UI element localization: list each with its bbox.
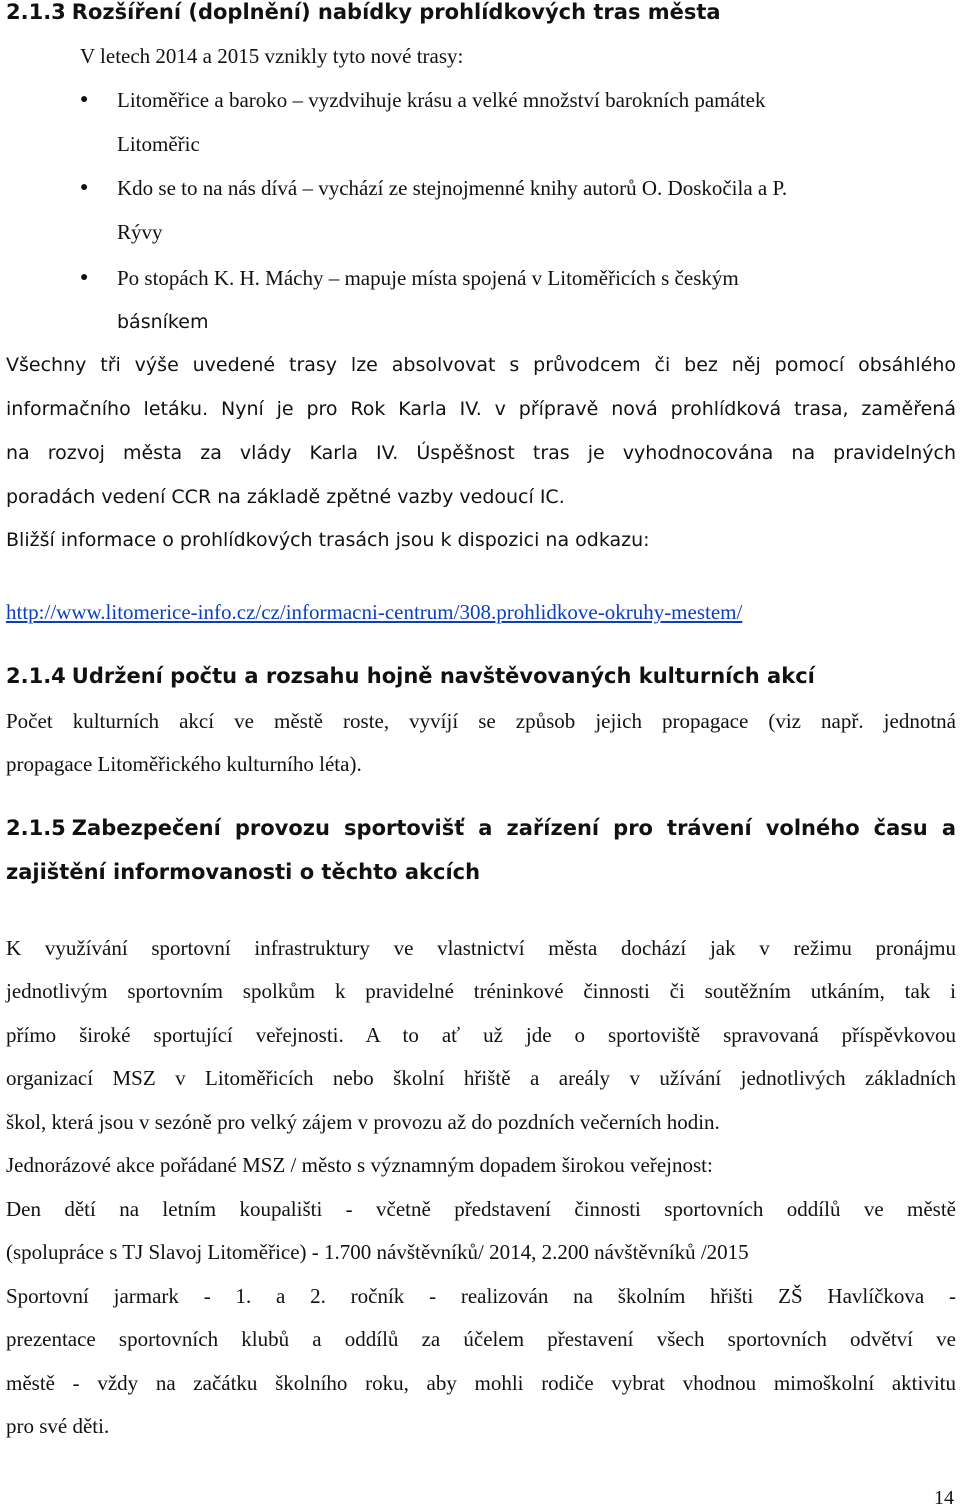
paragraph-line: propagace Litoměřického kulturního léta). [6, 752, 362, 776]
paragraph-line: (spolupráce s TJ Slavoj Litoměřice) - 1.700 návštěvníků/ 2014, 2.200 návštěvníků /2015 [6, 1240, 749, 1264]
paragraph-line: prezentace sportovních klubů a oddílů za účelem přestavení všech sportovních odvětví ve [6, 1327, 956, 1351]
section-heading-2-1-4 [6, 664, 815, 688]
section-title: Rozšíření (doplnění) nabídky prohlídkových tras města [71, 0, 721, 24]
info-text: Bližší informace o prohlídkových trasách jsou k dispozici na odkazu: [6, 529, 650, 551]
paragraph-line: škol, která jsou v sezóně pro velký zájem v provozu až do pozdních večerních hodin. [6, 1110, 720, 1134]
paragraph-line: pro své děti. [6, 1414, 110, 1438]
bullet-icon: ● [80, 180, 89, 195]
paragraph-line: organizací MSZ v Litoměřicích nebo školní hřiště a areály v užívání jednotlivých základních [6, 1066, 956, 1090]
paragraph-line: Sportovní jarmark - 1. a 2. ročník - realizován na školním hřišti ZŠ Havlíčkova - [6, 1284, 956, 1308]
section-number: 2.1.3 [6, 0, 66, 24]
intro-text: V letech 2014 a 2015 vznikly tyto nové trasy: [80, 44, 464, 68]
paragraph-line: informačního letáku. Nyní je pro Rok Karla IV. v přípravě nová prohlídková trasa, zaměřená [6, 398, 956, 420]
section-number: 2.1.5 [6, 816, 66, 840]
events-intro: Jednorázové akce pořádané MSZ / město s významným dopadem širokou veřejnost: [6, 1153, 713, 1177]
paragraph-line: poradách vedení CCR na základě zpětné vazby vedoucí IC. [6, 486, 565, 508]
section-number: 2.1.4 [6, 664, 66, 688]
paragraph-line: K využívání sportovní infrastruktury ve vlastnictví města dochází jak v režimu pronájmu [6, 936, 956, 960]
paragraph-line: Počet kulturních akcí ve městě roste, vyvíjí se způsob jejich propagace (viz např. jednotná [6, 709, 956, 733]
paragraph-line: přímo široké sportující veřejnosti. A to ať už jde o sportoviště spravovaná příspěvkovou [6, 1023, 956, 1047]
info-link[interactable]: http://www.litomerice-info.cz/cz/informacni-centrum/308.prohlidkove-okruhy-mestem/ [6, 600, 743, 624]
list-item: Litoměřice a baroko – vyzdvihuje krásu a velké množství barokních památek [117, 88, 766, 112]
list-item-continuation: básníkem [117, 311, 209, 333]
list-item-continuation: Rývy [117, 220, 163, 244]
paragraph-line: městě - vždy na začátku školního roku, aby mohli rodiče vybrat vhodnou mimoškolní aktivitu [6, 1371, 956, 1395]
bullet-icon: ● [80, 92, 89, 107]
section-title: Zabezpečení provozu sportovišť a zařízení pro trávení volného času a [71, 816, 956, 840]
list-item: Kdo se to na nás dívá – vychází ze stejnojmenné knihy autorů O. Doskočila a P. [117, 176, 788, 200]
section-title-continuation: zajištění informovanosti o těchto akcích [6, 860, 481, 884]
section-heading-2-1-3 [6, 0, 721, 24]
paragraph-line: jednotlivým sportovním spolkům k pravidelné tréninkové činnosti či soutěžním utkáním, tak i [6, 979, 956, 1003]
section-title: Udržení počtu a rozsahu hojně navštěvovaných kulturních akcí [71, 664, 815, 688]
page-number: 14 [934, 1487, 954, 1509]
list-item-continuation: Litoměřic [117, 132, 200, 156]
paragraph-line: na rozvoj města za vlády Karla IV. Úspěšnost tras je vyhodnocována na pravidelných [6, 442, 956, 464]
paragraph-line: Všechny tři výše uvedené trasy lze absolvovat s průvodcem či bez něj pomocí obsáhlého [6, 354, 956, 376]
section-heading-2-1-5 [6, 816, 956, 840]
paragraph-line: Den dětí na letním koupališti - včetně představení činnosti sportovních oddílů ve městě [6, 1197, 956, 1221]
list-item: Po stopách K. H. Máchy – mapuje místa spojená v Litoměřicích s českým [117, 266, 739, 290]
bullet-icon: ● [80, 270, 89, 285]
